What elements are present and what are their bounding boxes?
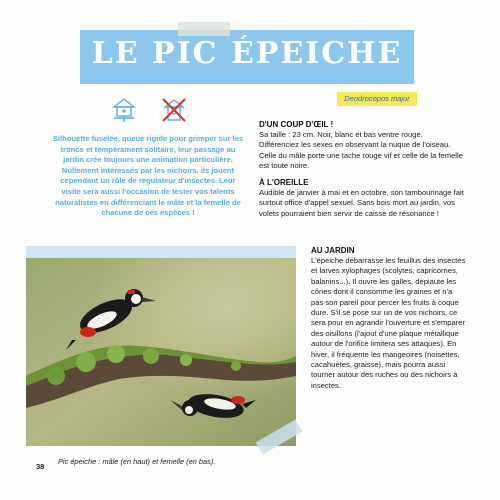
no-nest-box-icon bbox=[160, 96, 188, 124]
woodpecker-photo bbox=[26, 258, 296, 446]
page-title: LE PIC ÉPEICHE bbox=[91, 36, 403, 71]
photo-caption: Pic épeiche : mâle (en haut) et femelle (en bas). bbox=[58, 457, 216, 466]
tape-decoration bbox=[178, 22, 230, 36]
section-heading-ear: À L'OREILLE bbox=[259, 178, 309, 187]
section-body-ear: Audible de janvier à mai et en octobre, son tambourinage fait surtout office d'appel sexuel. Sans bois mort au jardin, vos volets pourraient bien servir de caisse de résonance ! bbox=[259, 188, 464, 218]
section-body-glance: Sa taille : 23 cm. Noir, blanc et bas ventre rouge. Différenciez les sexes en observant la nuque de l'oiseau. Celle du mâle porte une tache rouge vif et celle de la femelle est toute noire. bbox=[259, 130, 463, 171]
section-heading-glance: D'UN COUP D'ŒIL ! bbox=[259, 120, 334, 129]
page-number: 38 bbox=[36, 462, 45, 471]
section-heading-garden: AU JARDIN bbox=[311, 246, 355, 255]
feeder-icon bbox=[110, 96, 138, 124]
section-body-garden: L'épeiche débarrasse les feuillus des insectes et larves xylophages (scolytes, capricornes, balanins...). Il ouvre les galles, dépiaute les cônes dont il consomme les graines et n'a pas son pareil pour percer les fruits à coque dure. S'il se pose sur un de vos nichoirs, ce sera pour en agrandir l'ouverture et s'emparer des oisillons (l'ajout d'une plaque métallique autour de l'orifice limitera ses attaques). En hiver, il fréquente les mangeoires (noisettes, cacahuètes, graisse), mais pourra aussi tourner autour des ruches ou des nichoirs à insectes. bbox=[311, 256, 466, 390]
intro-paragraph: Silhouette fuselée, queue rigide pour grimper sur les troncs et tempérament solitaire, leur passage au jardin crée toujours une animation particulière. Nullement intéressés par les nichoirs, ils jouent cependant un rôle de régulateur d'insectes. Leur visite sera aussi l'occasion de tester vos talents naturalistes en différenciant le mâle et la femelle de chacune de ces espèces ! bbox=[52, 134, 244, 218]
latin-name-tag: Dendrocopos major bbox=[337, 92, 417, 106]
